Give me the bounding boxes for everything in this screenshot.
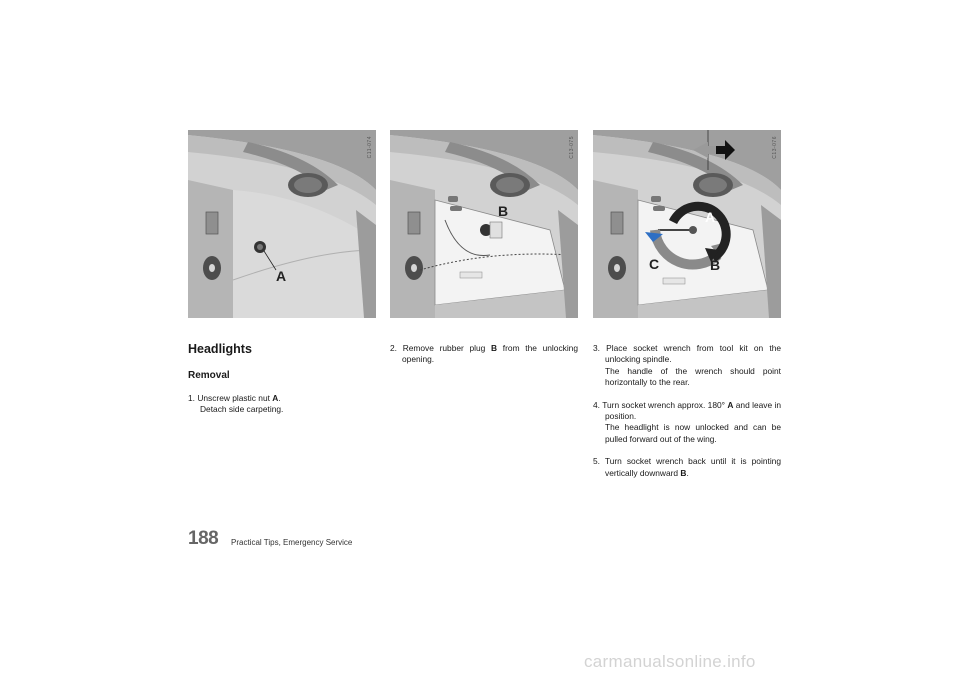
- subsection-heading: Removal: [188, 370, 230, 381]
- callout-label-b: B: [498, 203, 509, 219]
- section-heading: Headlights: [188, 342, 252, 356]
- callout-label-a: A: [705, 209, 716, 225]
- page-number: 188: [188, 528, 219, 549]
- callout-label-a: A: [276, 268, 287, 284]
- figure-2: [390, 130, 578, 318]
- step-3: 3. Place socket wrench from tool kit on the unlocking spindle. The handle of the wrench should point horizontally to the rear.: [593, 343, 782, 388]
- watermark-link[interactable]: carmanualsonline.info: [584, 652, 756, 671]
- figure-code: C13-076: [772, 136, 778, 159]
- figure-3: [593, 130, 781, 318]
- step-1: 1. Unscrew plastic nut A. Detach side carpeting.: [188, 393, 284, 415]
- step-5: 5. Turn socket wrench back until it is pointing vertically downward B.: [593, 456, 781, 478]
- figure-1-illustration: [188, 130, 376, 318]
- column-2: [390, 343, 578, 377]
- figure-2-illustration: [390, 130, 578, 318]
- callout-label-c: C: [649, 256, 660, 272]
- step-2: 2. Remove rubber plug B from the unlocking opening.: [390, 343, 578, 365]
- figure-code: C13-075: [569, 136, 575, 159]
- figure-code: C11-074: [367, 136, 373, 159]
- figure-1: [188, 130, 376, 318]
- column-1: [188, 393, 376, 427]
- callout-label-b: B: [710, 257, 721, 273]
- figure-3-illustration: [593, 130, 781, 318]
- column-3: [593, 343, 781, 490]
- step-4: 4. Turn socket wrench approx. 180° A and leave in position. The headlight is now unlocked and can be pulled forward out of the wing.: [593, 399, 781, 444]
- page-section-title: Practical Tips, Emergency Service: [231, 538, 353, 547]
